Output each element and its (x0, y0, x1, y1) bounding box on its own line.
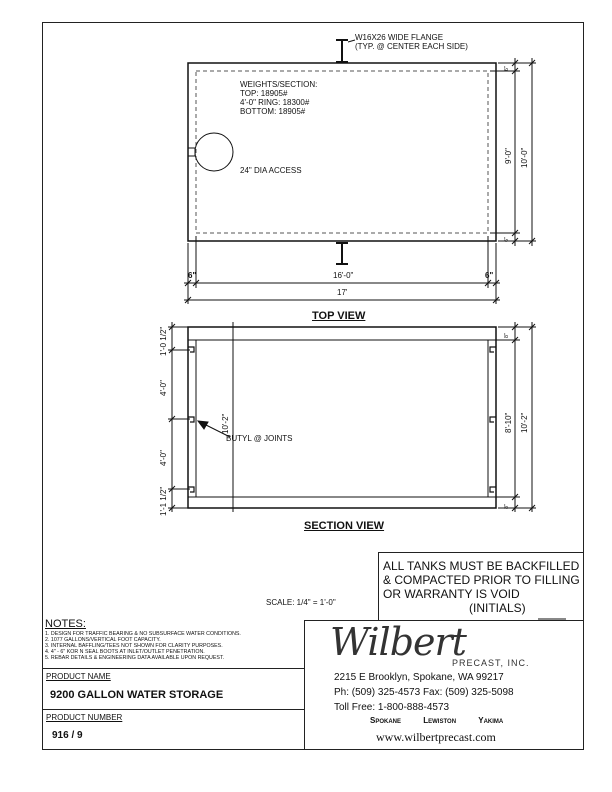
dim-section-outer-height: 10'-2" (520, 412, 529, 433)
note-item: 3. INTERNAL BAFFLING/TEES NOT SHOWN FOR CLARITY PURPOSES. (45, 643, 223, 649)
dim-length: 16'-0" (333, 271, 354, 280)
dim-outer-height: 10'-0" (520, 147, 529, 168)
divider (42, 668, 304, 669)
product-name-label: PRODUCT NAME (46, 672, 111, 681)
dim-segment-2: 4'-0" (159, 380, 168, 396)
dim-left-wall: 6" (188, 271, 197, 280)
wilbert-logo: Wilbert (330, 620, 466, 664)
access-label: 24" DIA ACCESS (240, 166, 302, 175)
dim-inner-height: 9'-0" (504, 148, 513, 164)
wilbert-logo-suffix: PRECAST, INC. (452, 658, 530, 668)
note-item: 2. 1077 GALLONS/VERTICAL FOOT CAPACITY. (45, 637, 161, 643)
top-view-title: TOP VIEW (312, 310, 366, 322)
scale-label: SCALE: 1/4" = 1'-0" (266, 598, 336, 607)
company-tollfree: Toll Free: 1-800-888-4573 (334, 702, 450, 713)
city-name: Lewiston (423, 716, 457, 725)
access-tab (188, 148, 195, 156)
warning-initials: (INITIALS) (469, 601, 526, 615)
company-cities (370, 716, 523, 725)
note-item: 5. REBAR DETAILS & ENGINEERING DATA AVAILABLE UPON REQUEST. (45, 655, 225, 661)
joint-notches (188, 347, 496, 492)
product-number-value: 916 / 9 (52, 730, 83, 741)
dim-wall-top: 8" (504, 333, 510, 338)
notes-title: NOTES: (45, 618, 86, 630)
company-website[interactable]: www.wilbertprecast.com (376, 730, 496, 744)
warning-line3: OR WARRANTY IS VOID (383, 587, 520, 601)
city-name: Spokane (370, 716, 402, 725)
dim-bottom-segment: 1'-1 1/2" (159, 486, 168, 516)
weights-bottom: BOTTOM: 18905# (240, 107, 306, 116)
section-view-inner (196, 340, 488, 497)
weights-title: WEIGHTS/SECTION: (240, 80, 318, 89)
company-address: 2215 E Brooklyn, Spokane, WA 99217 (334, 672, 504, 683)
flange-bottom (336, 243, 348, 264)
note-item: 1. DESIGN FOR TRAFFIC BEARING & NO SUBSURFACE WATER CONDITIONS. (45, 631, 241, 637)
weights-top: TOP: 18905# (240, 89, 288, 98)
flange-top (336, 40, 348, 62)
note-item: 4. 4" - 6" KOR N SEAL BOOTS AT INLET/OUTLET PENETRATION. (45, 649, 205, 655)
section-view-outline (188, 327, 496, 508)
flange-note-line2: (TYP. @ CENTER EACH SIDE) (355, 42, 468, 51)
dim-top-segment: 1'-0 1/2" (159, 326, 168, 356)
dim-top-wall: 6" (504, 66, 510, 71)
weights-ring: 4'-0" RING: 18300# (240, 98, 310, 107)
warning-box (378, 552, 584, 620)
dim-section-inner-height: 8'-10" (504, 412, 513, 433)
product-number-label: PRODUCT NUMBER (46, 713, 123, 722)
warning-line2: & COMPACTED PRIOR TO FILLING (383, 573, 580, 587)
divider (304, 620, 305, 750)
product-name-value: 9200 GALLON WATER STORAGE (50, 689, 224, 701)
dim-wall-bottom: 8" (504, 504, 510, 509)
butyl-arrow (198, 421, 208, 429)
access-circle (195, 133, 233, 171)
dim-overall: 17' (337, 288, 348, 297)
divider (42, 709, 304, 710)
dim-segment-3: 4'-0" (159, 450, 168, 466)
warning-line1: ALL TANKS MUST BE BACKFILLED (383, 559, 580, 573)
butyl-label: BUTYL @ JOINTS (226, 434, 293, 443)
top-view-outline (188, 63, 496, 241)
city-name: Yakima (478, 716, 504, 725)
dim-right-wall: 6" (485, 271, 494, 280)
section-view-title: SECTION VIEW (304, 520, 385, 532)
dim-interior: 10'-2" (221, 413, 230, 434)
flange-note-line1: W16X26 WIDE FLANGE (355, 33, 444, 42)
company-phone: Ph: (509) 325-4573 Fax: (509) 325-5098 (334, 687, 514, 698)
dim-bottom-wall: 6" (504, 237, 510, 242)
